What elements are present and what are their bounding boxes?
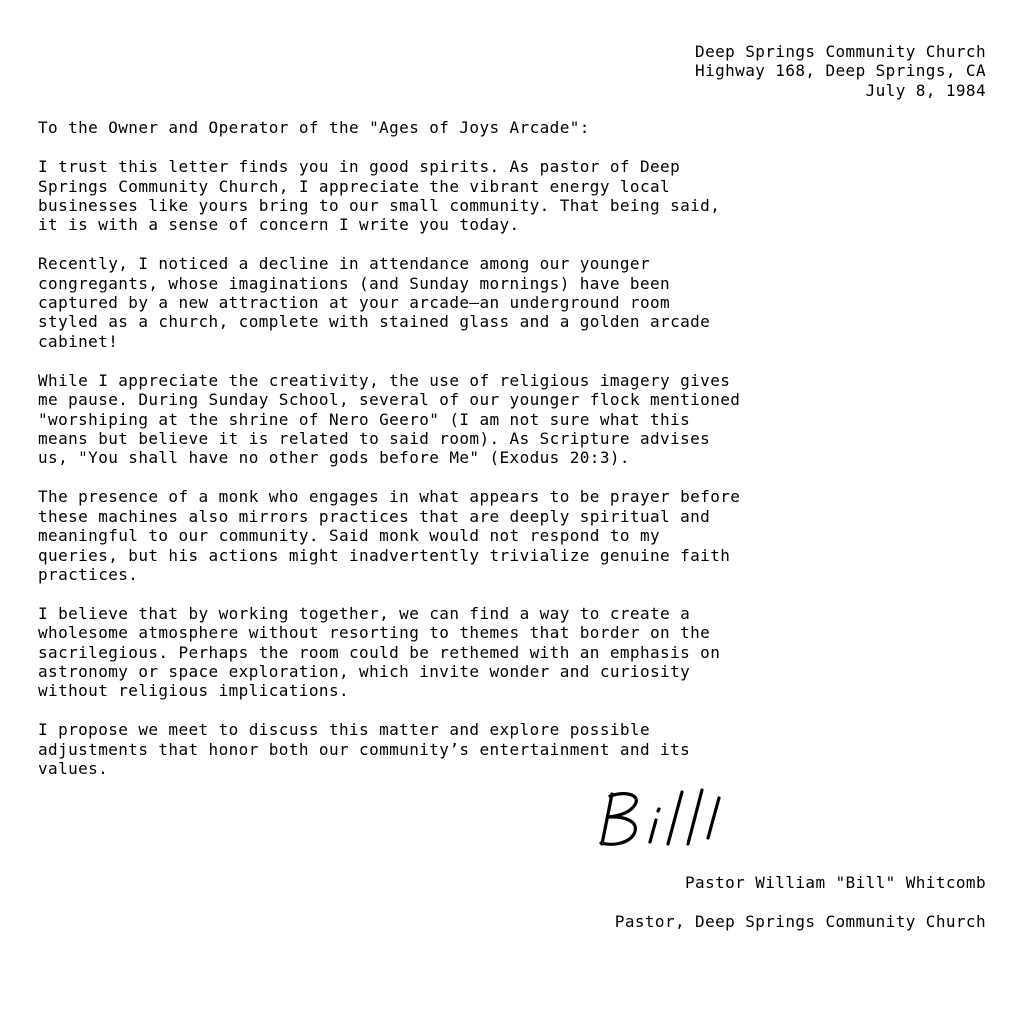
paragraph-line: I trust this letter finds you in good spirits. As pastor of Deep [38,157,681,177]
paragraph-line: these machines also mirrors practices that are deeply spiritual and [38,506,711,526]
paragraph-2 [38,254,986,351]
paragraph-6 [38,720,986,778]
paragraph-line: me pause. During Sunday School, several of our younger flock mentioned [38,390,741,410]
letter-date: July 8, 1984 [865,80,986,100]
paragraph-line: queries, but his actions might inadvertently trivialize genuine faith [38,545,731,565]
paragraph-line: it is with a sense of concern I write you today. [38,215,520,235]
paragraph-line: wholesome atmosphere without resorting to themes that border on the [38,623,711,643]
paragraph-line: adjustments that honor both our community’s entertainment and its [38,739,691,759]
paragraph-line: captured by a new attraction at your arcade—an underground room [38,293,671,313]
paragraph-line: sacrilegious. Perhaps the room could be rethemed with an emphasis on [38,642,721,662]
paragraph-line: Recently, I noticed a decline in attendance among our younger [38,254,651,274]
paragraph-5 [38,604,986,701]
paragraph-line: us, "You shall have no other gods before Me" (Exodus 20:3). [38,448,630,468]
paragraph-line: businesses like yours bring to our small community. That being said, [38,195,721,215]
letter-body [38,42,986,779]
salutation: To the Owner and Operator of the "Ages of Joys Arcade": [38,118,590,138]
paragraph-line: without religious implications. [38,681,350,701]
paragraph-line: While I appreciate the creativity, the use of religious imagery gives [38,370,731,390]
church-name: Deep Springs Community Church [695,42,986,61]
paragraph-line: values. [38,759,109,779]
paragraph-line: I propose we meet to discuss this matter and explore possible [38,720,651,740]
letter-header [38,42,986,100]
paragraph-line: meaningful to our community. Said monk would not respond to my [38,526,661,546]
paragraph-line: "worshiping at the shrine of Nero Geero" (I am not sure what this [38,409,691,429]
paragraph-line: I believe that by working together, we can find a way to create a [38,603,691,623]
paragraph-line: astronomy or space exploration, which invite wonder and curiosity [38,662,691,682]
paragraph-line: congregants, whose imaginations (and Sunday mornings) have been [38,273,671,293]
church-address: Highway 168, Deep Springs, CA [695,61,986,81]
paragraph-line: styled as a church, complete with stained glass and a golden arcade [38,312,711,332]
paragraph-line: means but believe it is related to said room). As Scripture advises [38,429,711,448]
paragraph-1 [38,157,986,235]
paragraph-line: practices. [38,564,139,584]
paragraph-line: The presence of a monk who engages in what appears to be prayer before [38,487,741,507]
paragraph-4 [38,487,986,584]
signer-title: Pastor, Deep Springs Community Church [614,912,986,931]
paragraph-line: cabinet! [38,331,119,351]
paragraph-line: Springs Community Church, I appreciate the vibrant energy local [38,176,671,196]
signer-name: Pastor William "Bill" Whitcomb [685,873,986,892]
paragraph-3 [38,371,986,468]
handwritten-signature [598,786,728,856]
